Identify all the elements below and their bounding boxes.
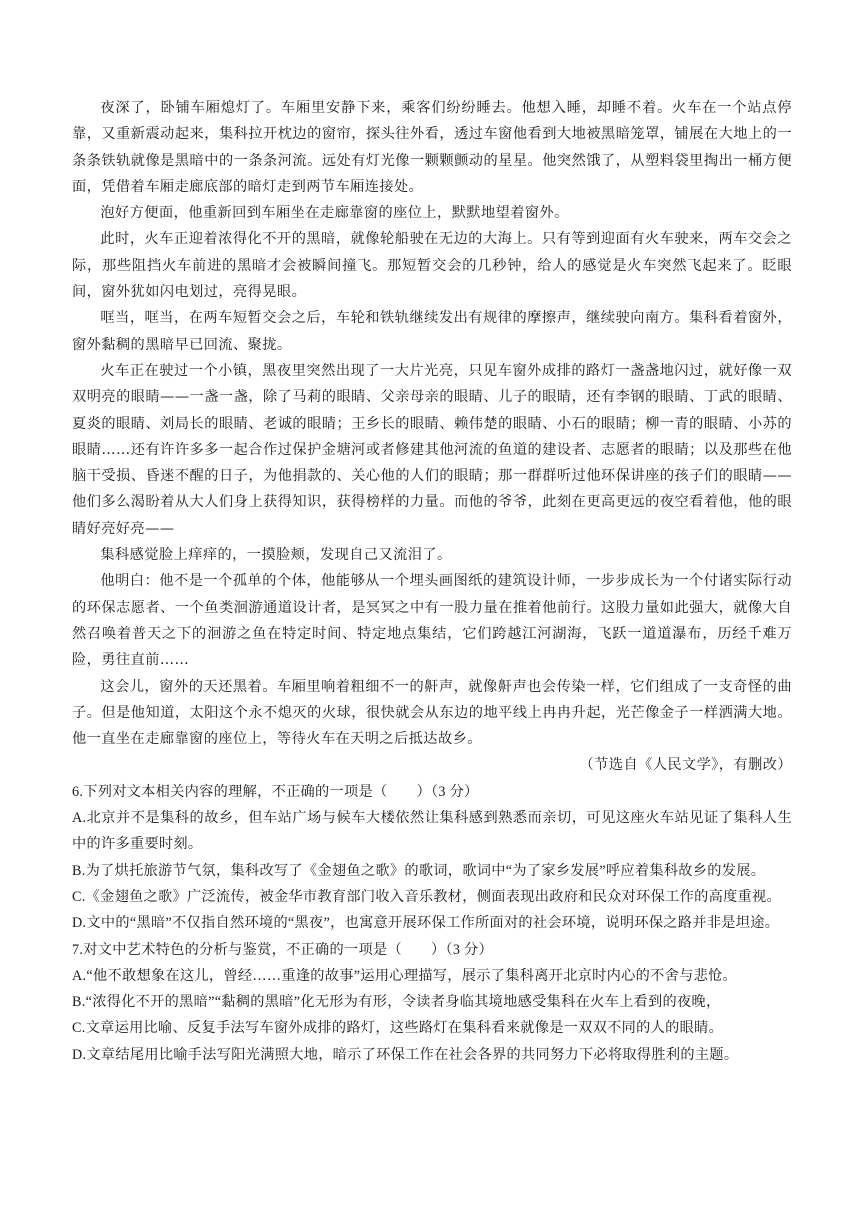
question-option-b: B.为了烘托旅游节气氛，集科改写了《金翅鱼之歌》的歌词，歌词中“为了家乡发展”呼应着集科故乡的发展。 <box>72 862 766 879</box>
passage-paragraph: 此时，火车正迎着浓得化不开的黑暗，就像轮船驶在无边的大海上。只有等到迎面有火车驶来，两车交会之际，那些阻挡火车前进的黑暗才会被瞬间撞飞。那短暂交会的几秒钟，给人的感觉是火车突然飞起来了。眨眼间，窗外犹如闪电划过，亮得晃眼。 <box>72 231 792 301</box>
question-6 <box>72 779 792 937</box>
passage-paragraph: 他明白：他不是一个孤单的个体，他能够从一个埋头画图纸的建筑设计师，一步步成长为一个付诸实际行动的环保志愿者、一个鱼类洄游通道设计者，是冥冥之中有一股力量在推着他前行。这股力量如此强大，就像大自然召唤着普天之下的洄游之鱼在特定时间、特定地点集结，它们跨越江河湖海，飞跃一道道瀑布，历经千难万险，勇往直前…… <box>72 573 792 669</box>
source-note: （节选自《人民文学》，有删改） <box>579 757 792 774</box>
question-option-c: C.文章运用比喻、反复手法写车窗外成排的路灯，这些路灯在集科看来就像是一双双不同的人的眼睛。 <box>72 1020 724 1037</box>
question-option-b: B.“浓得化不开的黑暗”“黏稠的黑暗”化无形为有形，令读者身临其境地感受集科在火车上看到的夜晚， <box>72 994 721 1011</box>
question-7 <box>72 937 792 1068</box>
question-stem: 6.下列对文本相关内容的理解，不正确的一项是（ ）（3 分） <box>72 783 479 800</box>
passage-paragraph: 夜深了，卧铺车厢熄灯了。车厢里安静下来，乘客们纷纷睡去。他想入睡，却睡不着。火车在一个站点停靠，又重新震动起来，集科拉开枕边的窗帘，探头往外看，透过车窗他看到大地被黑暗笼罩，铺展在大地上的一条条铁轨就像是黑暗中的一条条河流。远处有灯光像一颗颗颤动的星星。他突然饿了，从塑料袋里掏出一桶方便面，凭借着车厢走廊底部的暗灯走到两节车厢连接处。 <box>72 100 792 195</box>
passage-paragraph: 火车正在驶过一个小镇，黑夜里突然出现了一大片光亮，只见车窗外成排的路灯一盏盏地闪过，就好像一双双明亮的眼睛——一盏一盏，除了马莉的眼睛、父亲母亲的眼睛、儿子的眼睛，还有李钢的眼睛、丁武的眼睛、夏炎的眼睛、刘局长的眼睛、老诚的眼睛；王乡长的眼睛、赖伟楚的眼睛、小石的眼睛；柳一青的眼睛、小苏的眼睛……还有许许多多一起合作过保护金塘河或者修建其他河流的鱼道的建设者、志愿者的眼睛；以及那些在他脑干受损、昏迷不醒的日子，为他捐款的、关心他的人们的眼睛；那一群群听过他环保讲座的孩子们的眼睛——他们多么渴盼着从大人们身上获得知识，获得榜样的力量。而他的爷爷，此刻在更高更远的夜空看着他，他的眼睛好亮好亮—— <box>72 362 792 537</box>
passage-paragraph: 这会儿，窗外的天还黑着。车厢里响着粗细不一的鼾声，就像鼾声也会传染一样，它们组成了一支奇怪的曲子。但是他知道，太阳这个永不熄灭的火球，很快就会从东边的地平线上冉冉升起，光芒像金子一样洒满大地。他一直坐在走廊靠窗的座位上，等待火车在天明之后抵达故乡。 <box>72 678 792 748</box>
question-stem: 7.对文中艺术特色的分析与鉴赏，不正确的一项是（ ）（3 分） <box>72 941 494 958</box>
question-option-d: D.文章结尾用比喻手法写阳光满照大地，暗示了环保工作在社会各界的共同努力下必将取得胜利的主题。 <box>72 1046 739 1063</box>
passage-paragraph: 哐当，哐当，在两车短暂交会之后，车轮和铁轨继续发出有规律的摩擦声，继续驶向南方。集科看着窗外，窗外黏稠的黑暗早已回流、聚拢。 <box>72 310 792 353</box>
question-option-a: A.“他不敢想象在这儿，曾经……重逢的故事”运用心理描写，展示了集科离开北京时内心的不舍与悲怆。 <box>72 967 738 984</box>
passage-paragraph: 集科感觉脸上痒痒的，一摸脸颊，发现自己又流泪了。 <box>100 547 452 564</box>
question-option-c: C.《金翅鱼之歌》广泛流传，被金华市教育部门收入音乐教材，侧面表现出政府和民众对环保工作的高度重视。 <box>72 888 782 905</box>
passage-paragraph: 泡好方便面，他重新回到车厢坐在走廊靠窗的座位上，默默地望着窗外。 <box>100 205 569 222</box>
document-page <box>72 95 792 1068</box>
question-option-d: D.文中的“黑暗”不仅指自然环境的“黑夜”，也寓意开展环保工作所面对的社会环境，说明环保之路并非是坦途。 <box>72 915 780 932</box>
question-option-a: A.北京并不是集科的故乡，但车站广场与候车大楼依然让集科感到熟悉而亲切，可见这座火车站见证了集科人生中的许多重要时刻。 <box>72 810 792 853</box>
passage <box>72 95 792 752</box>
